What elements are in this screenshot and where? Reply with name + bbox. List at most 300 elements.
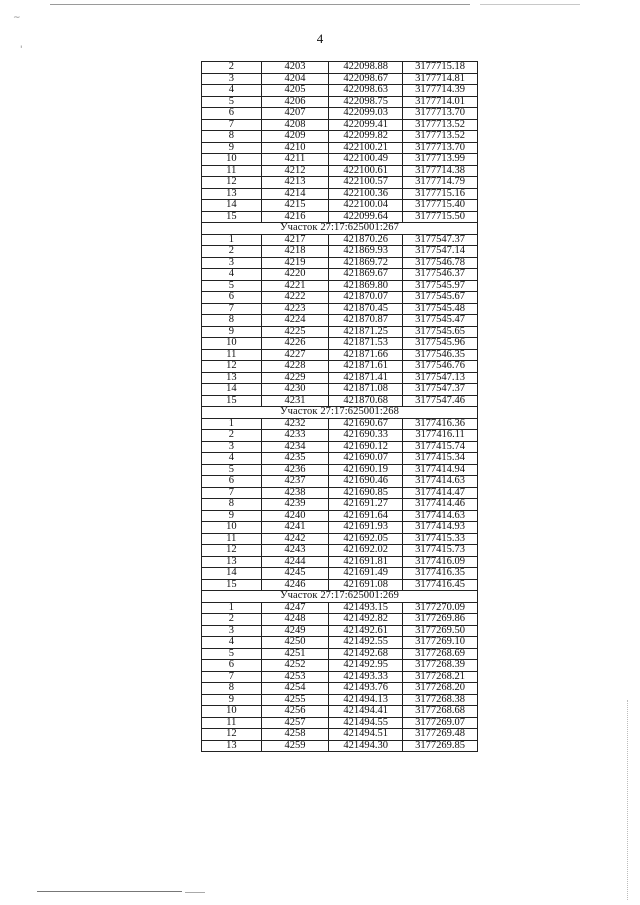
point-index-cell: 14 [202,568,262,580]
page-number: 4 [316,31,324,46]
section-header-row [202,223,478,235]
point-index-cell: 6 [202,476,262,488]
x-coordinate-cell: 421494.13 [329,694,403,706]
table-row [202,683,478,695]
table-row [202,269,478,281]
point-index-cell: 10 [202,154,262,166]
y-coordinate-cell: 3177547.14 [403,246,478,258]
y-coordinate-cell: 3177715.16 [403,188,478,200]
table-row [202,119,478,131]
point-number-cell: 4252 [261,660,329,672]
y-coordinate-cell: 3177546.35 [403,349,478,361]
point-index-cell: 9 [202,142,262,154]
table-row [202,165,478,177]
point-index-cell: 6 [202,660,262,672]
point-number-cell: 4230 [261,384,329,396]
y-coordinate-cell: 3177416.09 [403,556,478,568]
table-row [202,326,478,338]
x-coordinate-cell: 421871.61 [329,361,403,373]
table-row [202,234,478,246]
y-coordinate-cell: 3177416.36 [403,418,478,430]
point-number-cell: 4251 [261,648,329,660]
table-row [202,545,478,557]
table-row [202,717,478,729]
table-row [202,177,478,189]
point-index-cell: 5 [202,96,262,108]
y-coordinate-cell: 3177414.46 [403,499,478,511]
y-coordinate-cell: 3177268.20 [403,683,478,695]
table-row [202,292,478,304]
x-coordinate-cell: 421690.67 [329,418,403,430]
point-number-cell: 4219 [261,257,329,269]
y-coordinate-cell: 3177546.76 [403,361,478,373]
table-row [202,660,478,672]
point-number-cell: 4209 [261,131,329,143]
y-coordinate-cell: 3177415.33 [403,533,478,545]
x-coordinate-cell: 421870.68 [329,395,403,407]
x-coordinate-cell: 421492.95 [329,660,403,672]
x-coordinate-cell: 421690.19 [329,464,403,476]
table-row [202,579,478,591]
point-index-cell: 5 [202,280,262,292]
table-row [202,694,478,706]
point-index-cell: 3 [202,441,262,453]
point-number-cell: 4254 [261,683,329,695]
point-number-cell: 4233 [261,430,329,442]
y-coordinate-cell: 3177713.70 [403,108,478,120]
right-edge-scan-line [627,700,628,900]
x-coordinate-cell: 422098.67 [329,73,403,85]
y-coordinate-cell: 3177545.97 [403,280,478,292]
point-number-cell: 4240 [261,510,329,522]
x-coordinate-cell: 421869.67 [329,269,403,281]
x-coordinate-cell: 421493.33 [329,671,403,683]
x-coordinate-cell: 422100.36 [329,188,403,200]
point-index-cell: 8 [202,683,262,695]
y-coordinate-cell: 3177714.79 [403,177,478,189]
point-index-cell: 2 [202,614,262,626]
y-coordinate-cell: 3177414.63 [403,476,478,488]
margin-mark-top: ~ [13,13,21,23]
top-scan-rule-faint [480,4,580,5]
table-row [202,131,478,143]
y-coordinate-cell: 3177269.85 [403,740,478,752]
y-coordinate-cell: 3177268.21 [403,671,478,683]
x-coordinate-cell: 421690.85 [329,487,403,499]
point-number-cell: 4208 [261,119,329,131]
point-number-cell: 4249 [261,625,329,637]
table-row [202,637,478,649]
point-number-cell: 4253 [261,671,329,683]
table-row [202,418,478,430]
point-index-cell: 3 [202,625,262,637]
point-number-cell: 4224 [261,315,329,327]
y-coordinate-cell: 3177414.63 [403,510,478,522]
point-index-cell: 7 [202,303,262,315]
x-coordinate-cell: 421690.33 [329,430,403,442]
table-row [202,533,478,545]
y-coordinate-cell: 3177715.50 [403,211,478,223]
point-index-cell: 8 [202,499,262,511]
y-coordinate-cell: 3177269.10 [403,637,478,649]
table-row [202,441,478,453]
point-number-cell: 4248 [261,614,329,626]
y-coordinate-cell: 3177714.38 [403,165,478,177]
y-coordinate-cell: 3177415.73 [403,545,478,557]
point-index-cell: 1 [202,418,262,430]
table-row [202,625,478,637]
point-number-cell: 4239 [261,499,329,511]
table-row [202,372,478,384]
y-coordinate-cell: 3177547.13 [403,372,478,384]
table-row [202,108,478,120]
x-coordinate-cell: 421871.41 [329,372,403,384]
x-coordinate-cell: 422098.75 [329,96,403,108]
table-row [202,706,478,718]
point-number-cell: 4215 [261,200,329,212]
x-coordinate-cell: 421869.72 [329,257,403,269]
point-index-cell: 4 [202,85,262,97]
y-coordinate-cell: 3177416.45 [403,579,478,591]
point-index-cell: 1 [202,602,262,614]
point-index-cell: 12 [202,177,262,189]
y-coordinate-cell: 3177269.07 [403,717,478,729]
point-number-cell: 4223 [261,303,329,315]
x-coordinate-cell: 422099.82 [329,131,403,143]
point-index-cell: 9 [202,326,262,338]
table-row [202,395,478,407]
x-coordinate-cell: 421492.55 [329,637,403,649]
point-number-cell: 4204 [261,73,329,85]
point-number-cell: 4220 [261,269,329,281]
point-index-cell: 12 [202,361,262,373]
bottom-scan-rule [37,891,182,892]
point-index-cell: 11 [202,165,262,177]
point-number-cell: 4257 [261,717,329,729]
table-row [202,154,478,166]
point-index-cell: 4 [202,453,262,465]
point-index-cell: 13 [202,372,262,384]
table-row [202,200,478,212]
table-row [202,464,478,476]
y-coordinate-cell: 3177269.48 [403,729,478,741]
table-row [202,522,478,534]
point-number-cell: 4203 [261,62,329,74]
y-coordinate-cell: 3177547.37 [403,384,478,396]
x-coordinate-cell: 421871.66 [329,349,403,361]
x-coordinate-cell: 421691.49 [329,568,403,580]
point-number-cell: 4205 [261,85,329,97]
x-coordinate-cell: 421690.46 [329,476,403,488]
y-coordinate-cell: 3177416.11 [403,430,478,442]
x-coordinate-cell: 421493.76 [329,683,403,695]
x-coordinate-cell: 422098.63 [329,85,403,97]
point-number-cell: 4245 [261,568,329,580]
y-coordinate-cell: 3177545.65 [403,326,478,338]
y-coordinate-cell: 3177414.47 [403,487,478,499]
section-title: Участок 27:17:625001:268 [202,407,478,419]
y-coordinate-cell: 3177715.18 [403,62,478,74]
x-coordinate-cell: 421492.82 [329,614,403,626]
point-number-cell: 4214 [261,188,329,200]
table-row [202,568,478,580]
y-coordinate-cell: 3177714.01 [403,96,478,108]
point-number-cell: 4217 [261,234,329,246]
x-coordinate-cell: 421494.51 [329,729,403,741]
y-coordinate-cell: 3177546.37 [403,269,478,281]
point-number-cell: 4226 [261,338,329,350]
point-number-cell: 4207 [261,108,329,120]
x-coordinate-cell: 421870.07 [329,292,403,304]
x-coordinate-cell: 422100.21 [329,142,403,154]
point-index-cell: 11 [202,717,262,729]
x-coordinate-cell: 422100.49 [329,154,403,166]
point-number-cell: 4242 [261,533,329,545]
y-coordinate-cell: 3177545.67 [403,292,478,304]
point-index-cell: 8 [202,131,262,143]
x-coordinate-cell: 421690.12 [329,441,403,453]
table-row [202,188,478,200]
point-number-cell: 4228 [261,361,329,373]
point-index-cell: 11 [202,349,262,361]
coordinates-table [201,61,478,752]
point-number-cell: 4238 [261,487,329,499]
point-number-cell: 4247 [261,602,329,614]
point-index-cell: 15 [202,211,262,223]
table-row [202,671,478,683]
table-row [202,740,478,752]
table-row [202,246,478,258]
point-number-cell: 4206 [261,96,329,108]
table-row [202,602,478,614]
point-number-cell: 4221 [261,280,329,292]
x-coordinate-cell: 421692.02 [329,545,403,557]
x-coordinate-cell: 421871.53 [329,338,403,350]
bottom-scan-rule-faint [185,892,205,893]
point-index-cell: 2 [202,430,262,442]
point-index-cell: 1 [202,234,262,246]
point-number-cell: 4229 [261,372,329,384]
table-row [202,85,478,97]
x-coordinate-cell: 421869.80 [329,280,403,292]
point-index-cell: 2 [202,62,262,74]
y-coordinate-cell: 3177268.39 [403,660,478,672]
point-index-cell: 4 [202,637,262,649]
y-coordinate-cell: 3177414.93 [403,522,478,534]
y-coordinate-cell: 3177270.09 [403,602,478,614]
point-number-cell: 4243 [261,545,329,557]
x-coordinate-cell: 421871.25 [329,326,403,338]
x-coordinate-cell: 421870.26 [329,234,403,246]
point-index-cell: 6 [202,292,262,304]
table-row [202,453,478,465]
y-coordinate-cell: 3177268.69 [403,648,478,660]
table-row [202,257,478,269]
y-coordinate-cell: 3177414.94 [403,464,478,476]
point-number-cell: 4212 [261,165,329,177]
table-row [202,384,478,396]
point-number-cell: 4211 [261,154,329,166]
y-coordinate-cell: 3177713.52 [403,131,478,143]
x-coordinate-cell: 421871.08 [329,384,403,396]
x-coordinate-cell: 421870.87 [329,315,403,327]
y-coordinate-cell: 3177268.38 [403,694,478,706]
y-coordinate-cell: 3177269.50 [403,625,478,637]
table-row [202,556,478,568]
x-coordinate-cell: 421691.64 [329,510,403,522]
point-index-cell: 8 [202,315,262,327]
table-row [202,73,478,85]
x-coordinate-cell: 421492.68 [329,648,403,660]
table-row [202,487,478,499]
y-coordinate-cell: 3177545.47 [403,315,478,327]
margin-mark-left: ' [20,45,23,55]
point-index-cell: 13 [202,556,262,568]
point-number-cell: 4236 [261,464,329,476]
table-row [202,280,478,292]
point-index-cell: 12 [202,729,262,741]
point-number-cell: 4237 [261,476,329,488]
point-index-cell: 10 [202,706,262,718]
y-coordinate-cell: 3177713.99 [403,154,478,166]
point-index-cell: 11 [202,533,262,545]
x-coordinate-cell: 421691.81 [329,556,403,568]
x-coordinate-cell: 421691.08 [329,579,403,591]
table-row [202,499,478,511]
x-coordinate-cell: 422099.64 [329,211,403,223]
section-title: Участок 27:17:625001:267 [202,223,478,235]
table-row [202,648,478,660]
y-coordinate-cell: 3177415.34 [403,453,478,465]
table-row [202,510,478,522]
table-row [202,62,478,74]
point-index-cell: 9 [202,694,262,706]
table-row [202,430,478,442]
table-row [202,614,478,626]
x-coordinate-cell: 422100.57 [329,177,403,189]
x-coordinate-cell: 421690.07 [329,453,403,465]
point-number-cell: 4216 [261,211,329,223]
x-coordinate-cell: 421494.55 [329,717,403,729]
point-index-cell: 15 [202,395,262,407]
x-coordinate-cell: 422099.41 [329,119,403,131]
y-coordinate-cell: 3177714.39 [403,85,478,97]
point-number-cell: 4258 [261,729,329,741]
section-header-row [202,407,478,419]
y-coordinate-cell: 3177715.40 [403,200,478,212]
point-index-cell: 14 [202,200,262,212]
y-coordinate-cell: 3177545.96 [403,338,478,350]
table-row [202,211,478,223]
x-coordinate-cell: 422098.88 [329,62,403,74]
table-row [202,315,478,327]
table-row [202,303,478,315]
table-row [202,338,478,350]
point-index-cell: 7 [202,487,262,499]
x-coordinate-cell: 422100.04 [329,200,403,212]
y-coordinate-cell: 3177713.52 [403,119,478,131]
y-coordinate-cell: 3177545.48 [403,303,478,315]
point-number-cell: 4244 [261,556,329,568]
y-coordinate-cell: 3177416.35 [403,568,478,580]
x-coordinate-cell: 421692.05 [329,533,403,545]
y-coordinate-cell: 3177713.70 [403,142,478,154]
x-coordinate-cell: 421493.15 [329,602,403,614]
point-index-cell: 13 [202,740,262,752]
point-number-cell: 4227 [261,349,329,361]
point-index-cell: 9 [202,510,262,522]
point-number-cell: 4235 [261,453,329,465]
point-index-cell: 6 [202,108,262,120]
y-coordinate-cell: 3177546.78 [403,257,478,269]
x-coordinate-cell: 421869.93 [329,246,403,258]
point-index-cell: 5 [202,648,262,660]
point-number-cell: 4250 [261,637,329,649]
point-number-cell: 4246 [261,579,329,591]
point-number-cell: 4256 [261,706,329,718]
x-coordinate-cell: 421494.41 [329,706,403,718]
point-index-cell: 14 [202,384,262,396]
point-number-cell: 4259 [261,740,329,752]
y-coordinate-cell: 3177714.81 [403,73,478,85]
point-index-cell: 7 [202,119,262,131]
point-number-cell: 4213 [261,177,329,189]
x-coordinate-cell: 421492.61 [329,625,403,637]
point-index-cell: 13 [202,188,262,200]
y-coordinate-cell: 3177547.46 [403,395,478,407]
table-row [202,361,478,373]
point-number-cell: 4255 [261,694,329,706]
point-index-cell: 5 [202,464,262,476]
point-number-cell: 4232 [261,418,329,430]
point-index-cell: 10 [202,522,262,534]
point-number-cell: 4210 [261,142,329,154]
point-number-cell: 4222 [261,292,329,304]
x-coordinate-cell: 421870.45 [329,303,403,315]
x-coordinate-cell: 422100.61 [329,165,403,177]
x-coordinate-cell: 422099.03 [329,108,403,120]
table-row [202,349,478,361]
point-index-cell: 12 [202,545,262,557]
point-index-cell: 2 [202,246,262,258]
point-index-cell: 7 [202,671,262,683]
point-index-cell: 4 [202,269,262,281]
y-coordinate-cell: 3177268.68 [403,706,478,718]
coordinates-table-body [202,62,478,752]
table-row [202,729,478,741]
x-coordinate-cell: 421691.93 [329,522,403,534]
table-row [202,142,478,154]
y-coordinate-cell: 3177547.37 [403,234,478,246]
point-number-cell: 4225 [261,326,329,338]
table-row [202,476,478,488]
table-row [202,96,478,108]
point-index-cell: 10 [202,338,262,350]
y-coordinate-cell: 3177269.86 [403,614,478,626]
x-coordinate-cell: 421494.30 [329,740,403,752]
point-number-cell: 4218 [261,246,329,258]
section-header-row [202,591,478,603]
x-coordinate-cell: 421691.27 [329,499,403,511]
y-coordinate-cell: 3177415.74 [403,441,478,453]
point-index-cell: 15 [202,579,262,591]
point-number-cell: 4241 [261,522,329,534]
point-index-cell: 3 [202,73,262,85]
top-scan-rule [50,4,470,5]
section-title: Участок 27:17:625001:269 [202,591,478,603]
point-number-cell: 4231 [261,395,329,407]
point-number-cell: 4234 [261,441,329,453]
